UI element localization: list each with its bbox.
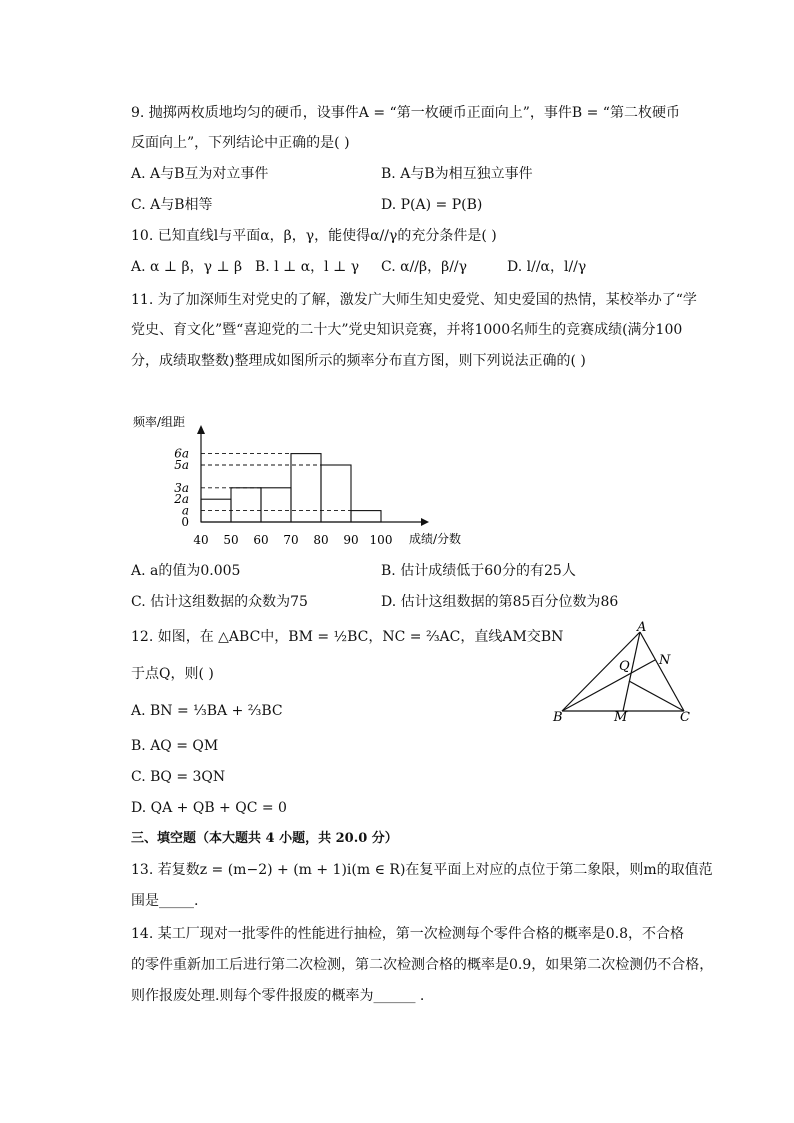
q9-line1: 9. 抛掷两枚质地均匀的硬币，设事件A = “第一枚硬币正面向上”，事件B = “第二枚硬币 [131, 105, 680, 121]
q9-line2: 反面向上”，下列结论中正确的是( ) [131, 135, 350, 151]
y-tick-label: 6a [174, 446, 189, 461]
y-axis-label: 频率/组距 [133, 415, 186, 429]
q11-option-c: C. 估计这组数据的众数为75 [131, 594, 308, 610]
histogram-bar [321, 465, 351, 522]
y-tick-label: 5a [174, 458, 189, 472]
q10-option-b: B. l ⊥ α，l ⊥ γ [255, 259, 360, 275]
q12-option-c: C. BQ = 3QN [131, 769, 226, 785]
label-c: C [680, 710, 690, 725]
q9-option-a: A. A与B互为对立事件 [131, 166, 269, 182]
q10-option-c: C. α//β，β//γ [381, 259, 467, 275]
label-m: M [614, 710, 628, 725]
label-n: N [659, 653, 671, 668]
histogram-bar [291, 454, 321, 522]
q11-line3: 分，成绩取整数)整理成如图所示的频率分布直方图，则下列说法正确的( ) [131, 353, 586, 369]
segment-bn [562, 660, 655, 711]
label-b: B [553, 710, 563, 725]
y-tick-label: a [181, 503, 189, 518]
q9-option-c: C. A与B相等 [131, 197, 213, 213]
frequency-histogram [125, 410, 462, 550]
q9-option-d: D. P(A) = P(B) [381, 197, 483, 213]
q10-line1: 10. 已知直线l与平面α，β，γ，能使得α//γ的充分条件是( ) [131, 228, 497, 244]
q11-line1: 11. 为了加深师生对党史的了解，激发广大师生知史爱党、知史爱国的热情，某校举办了“学 [131, 292, 697, 308]
y-tick-label: 3a [174, 480, 189, 495]
q14-line2: 的零件重新加工后进行第二次检测，第二次检测合格的概率是0.9，如果第二次检测仍不合格， [131, 957, 714, 973]
q12-option-a: A. BN = ⅓BA + ⅔BC [131, 703, 283, 719]
x-tick-label: 80 [313, 533, 329, 547]
q13-line1: 13. 若复数z = (m−2) + (m + 1)i(m ∈ R)在复平面上对应的点位于第二象限，则m的取值范 [131, 862, 713, 878]
triangle-figure [548, 622, 708, 727]
histogram-bar [351, 511, 381, 522]
section-heading: 三、填空题（本大题共 4 小题，共 20.0 分） [131, 831, 398, 846]
x-tick-label: 100 [369, 533, 393, 547]
q11-option-a: A. a的值为0.005 [131, 563, 241, 579]
histogram-bar [231, 488, 261, 522]
label-q: Q [619, 659, 630, 674]
x-tick-label: 50 [223, 533, 239, 547]
label-a: A [637, 620, 647, 635]
q12-line2: 于点Q，则( ) [131, 666, 214, 682]
q12-line1: 12. 如图，在 △ABC中，BM = ½BC，NC = ⅔AC，直线AM交BN [131, 629, 564, 645]
y-tick-label: 0 [181, 515, 189, 529]
x-axis-arrow [421, 518, 429, 526]
q9-option-b: B. A与B为相互独立事件 [381, 166, 533, 182]
q12-option-b: B. AQ = QM [131, 738, 219, 754]
x-axis-label: 成绩/分数 [409, 532, 462, 546]
x-tick-label: 60 [253, 533, 269, 547]
q14-line1: 14. 某工厂现对一批零件的性能进行抽检，第一次检测每个零件合格的概率是0.8，不合格 [131, 926, 684, 942]
q10-option-d: D. l//α，l//γ [507, 259, 587, 275]
y-axis-arrow [197, 425, 205, 434]
q11-option-b: B. 估计成绩低于60分的有25人 [381, 563, 576, 579]
x-tick-label: 40 [193, 533, 209, 547]
histogram-bar [261, 488, 291, 522]
x-tick-label: 70 [283, 533, 299, 547]
q10-option-a: A. α ⊥ β，γ ⊥ β [131, 259, 243, 275]
y-tick-label: 2a [174, 492, 189, 507]
q11-option-d: D. 估计这组数据的第85百分位数为86 [381, 594, 619, 610]
x-tick-label: 90 [343, 533, 359, 547]
q14-line3: 则作报废处理.则每个零件报废的概率为______ . [131, 988, 425, 1004]
q12-option-d: D. QA + QB + QC = 0 [131, 800, 287, 816]
q13-line2: 围是_____. [131, 893, 199, 909]
q11-line2: 党史、育文化”暨“喜迎党的二十大”党史知识竞赛，并将1000名师生的竞赛成绩(满分100 [131, 322, 683, 338]
